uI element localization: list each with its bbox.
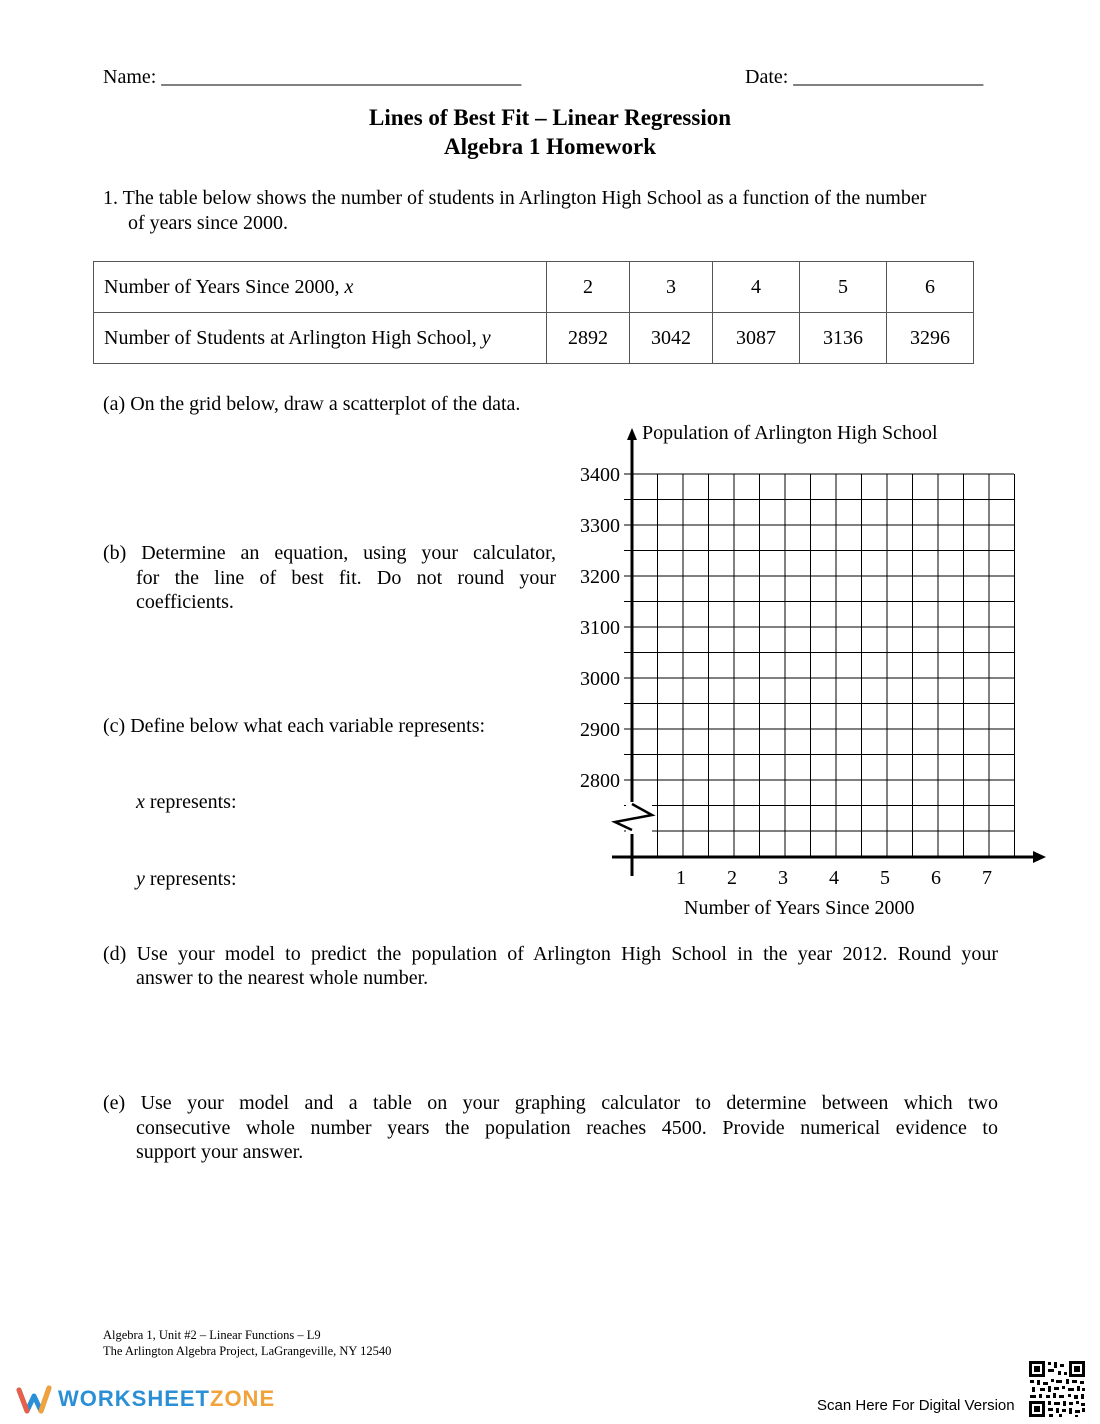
w-logo-icon: [16, 1384, 56, 1416]
table-cell: 6: [887, 262, 974, 313]
y-tick-label: 3400: [580, 464, 620, 486]
footer-project: The Arlington Algebra Project, LaGrangeville, NY 12540: [103, 1344, 392, 1358]
part-a-text: (a) On the grid below, draw a scatterplot of the data.: [103, 393, 521, 415]
y-tick-label: 2800: [580, 770, 620, 792]
table-cell: 4: [713, 262, 800, 313]
logo-text-primary: WORKSHEET: [58, 1386, 210, 1411]
y-tick-label: 2900: [580, 719, 620, 741]
x-tick-label: 5: [880, 867, 890, 889]
worksheet-title: Lines of Best Fit – Linear Regression: [368, 105, 732, 130]
table-cell: 3: [630, 262, 713, 313]
x-tick-label: 7: [982, 867, 992, 889]
row-label: Number of Years Since 2000,: [104, 275, 345, 298]
table-cell: 3296: [887, 313, 974, 364]
variable-y: y: [136, 868, 145, 890]
grid-lines: [624, 474, 1015, 857]
y-tick-label: 3200: [580, 566, 620, 588]
x-tick-label: 3: [778, 867, 788, 889]
name-field-label: Name: ____________________________________: [103, 66, 522, 88]
y-tick-label: 3300: [580, 515, 620, 537]
table-cell: 3136: [800, 313, 887, 364]
x-axis-label: Number of Years Since 2000: [684, 897, 915, 919]
table-cell: 3087: [713, 313, 800, 364]
x-tick-label: 6: [931, 867, 941, 889]
table-cell: 2: [547, 262, 630, 313]
represents-label: represents:: [144, 791, 237, 813]
part-b-text-line2: for the line of best fit. Do not round your: [136, 567, 556, 589]
row-label: Number of Students at Arlington High School,: [104, 326, 482, 349]
logo-text-accent: ZONE: [210, 1386, 276, 1411]
logo-text: [58, 1386, 275, 1412]
question-1-text: 1. The table below shows the number of students in Arlington High School as a function of the number: [103, 187, 927, 209]
scan-label: Scan Here For Digital Version: [817, 1397, 1015, 1414]
date-field-label: Date: ___________________: [745, 66, 984, 88]
question-1-text-cont: of years since 2000.: [128, 212, 288, 234]
part-e-text-line3: support your answer.: [136, 1141, 304, 1163]
part-b-text-line1: (b) Determine an equation, using your calculator,: [103, 542, 556, 564]
chart-title: Population of Arlington High School: [642, 422, 938, 444]
y-tick-label: 3000: [580, 668, 620, 690]
x-tick-label: 2: [727, 867, 737, 889]
variable-x: x: [344, 275, 354, 298]
variable-y: y: [481, 326, 491, 349]
table-cell: 3042: [630, 313, 713, 364]
x-axis-arrow: [1033, 851, 1046, 863]
table-cell: 2892: [547, 313, 630, 364]
footer-course: Algebra 1, Unit #2 – Linear Functions – L9: [103, 1328, 321, 1342]
y-axis-arrow: [627, 428, 637, 440]
represents-label: represents:: [144, 868, 237, 890]
table-cell: 5: [800, 262, 887, 313]
x-tick-label: 1: [676, 867, 686, 889]
part-e-text-line1: (e) Use your model and a table on your graphing calculator to determine between which two: [103, 1092, 998, 1114]
variable-x: x: [136, 791, 145, 813]
part-d-text-line2: answer to the nearest whole number.: [136, 967, 429, 989]
part-e-text-line2: consecutive whole number years the population reaches 4500. Provide numerical evidence to: [136, 1117, 998, 1139]
part-b-text-line3: coefficients.: [136, 591, 234, 613]
x-tick-label: 4: [829, 867, 839, 889]
qr-code-icon[interactable]: [1028, 1360, 1086, 1418]
part-d-text-line1: (d) Use your model to predict the population of Arlington High School in the year 2012. Round your: [103, 943, 998, 965]
y-tick-label: 3100: [580, 617, 620, 639]
part-c-text: (c) Define below what each variable represents:: [103, 715, 486, 737]
worksheet-subtitle: Algebra 1 Homework: [443, 134, 657, 159]
